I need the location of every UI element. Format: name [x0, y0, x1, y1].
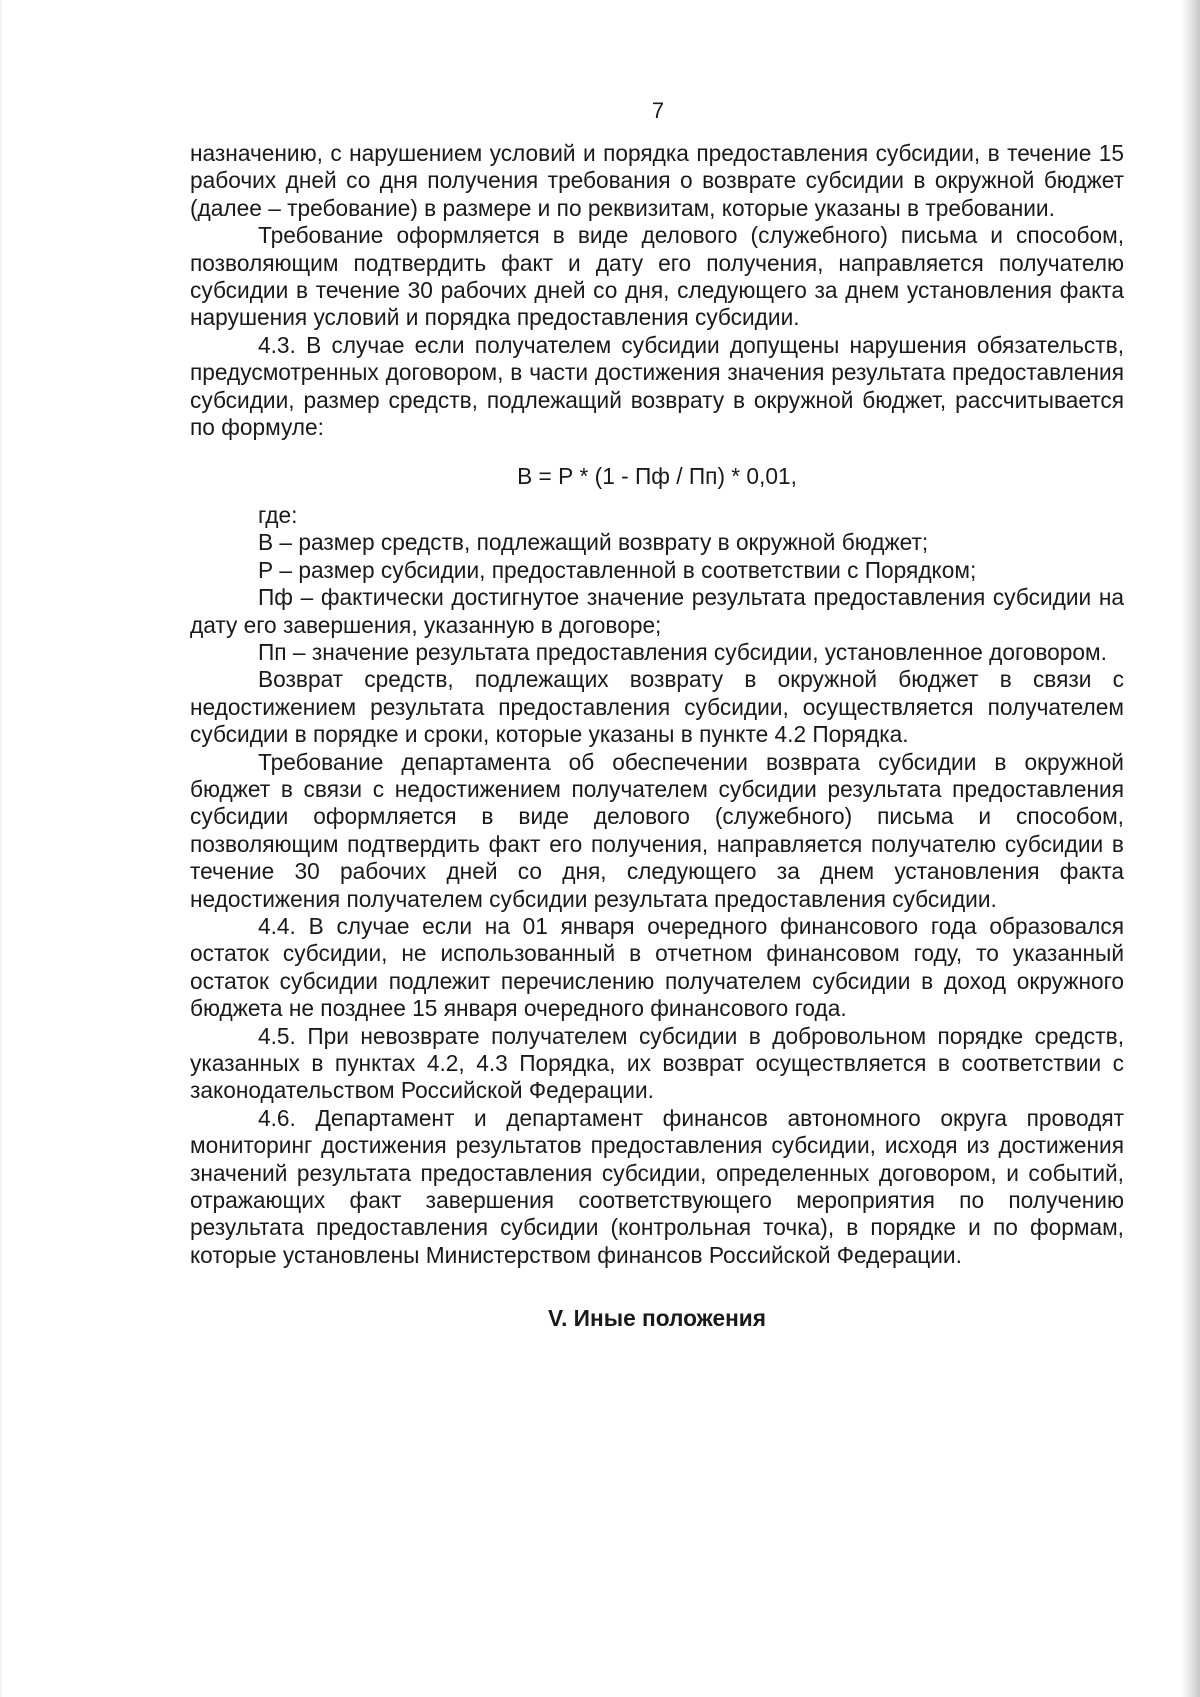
paragraph-4-5: 4.5. При невозврате получателем субсидии в добровольном порядке средств, указанных в пунктах 4.2, 4.3 Порядка, их возврат осуществляется в соответствии с законодательством Российской Федерации.: [190, 1022, 1124, 1104]
paragraph-continuation: назначению, с нарушением условий и порядка предоставления субсидии, в течение 15 рабочих дней со дня получения требования о возврате субсидии в окружной бюджет (далее – требование) в размере и по реквизитам, которые указаны в требовании.: [190, 140, 1124, 221]
definition-r: Р – размер субсидии, предоставленной в соответствии с Порядком;: [258, 556, 977, 583]
definition-pf: Пф – фактически достигнутое значение результата предоставления субсидии на дату его завершения, указанную в договоре;: [190, 584, 1124, 638]
paragraph-4-6: 4.6. Департамент и департамент финансов автономного округа проводят мониторинг достижения результатов предоставления субсидии, исходя из достижения значений результата предоставления субсидии, определенных договором, и событий, отражающих факт завершения соответствующего мероприятия по получению результата предоставления субсидии (контрольная точка), в порядке и по формам, которые установлены Министерством финансов Российской Федерации.: [190, 1104, 1124, 1268]
document-body: [190, 140, 1124, 1333]
scan-right-edge-shadow: [1180, 0, 1200, 1697]
paragraph-refund: Возврат средств, подлежащих возврату в окружной бюджет в связи с недостижением результата предоставления субсидии, осуществляется получателем субсидии в порядке и сроки, которые указаны в пункте 4.2 Порядка.: [190, 666, 1124, 748]
formula-where: где:: [258, 501, 298, 528]
paragraph-4-4: 4.4. В случае если на 01 января очередного финансового года образовался остаток субсидии, не использованный в отчетном финансовом году, то указанный остаток субсидии подлежит перечислению получателем субсидии в доход окружного бюджета не позднее 15 января очередного финансового года.: [190, 912, 1124, 1022]
section-heading-text: V. Иные положения: [548, 1305, 766, 1332]
page-number: 7: [651, 98, 665, 123]
section-heading: [190, 1305, 1124, 1332]
paragraph-requirement: Требование оформляется в виде делового (служебного) письма и способом, позволяющим подтвердить факт и дату его получения, направляется получателю субсидии в течение 30 рабочих дней со дня, следующего за днем установления факта нарушения условий и порядка предоставления субсидии.: [190, 222, 1124, 331]
definition-b: В – размер средств, подлежащий возврату в окружной бюджет;: [258, 529, 929, 556]
paragraph-department-requirement: Требование департамента об обеспечении возврата субсидии в окружной бюджет в связи с недостижением получателем субсидии результата предоставления субсидии оформляется в виде делового (служебного) письма и способом, позволяющим подтвердить факт его получения, направляется получателю субсидии в течение 30 рабочих дней со дня, следующего за днем установления факта недостижения получателем субсидии результата предоставления субсидии.: [190, 748, 1124, 912]
paragraph-4-3: 4.3. В случае если получателем субсидии допущены нарушения обязательств, предусмотренных договором, в части достижения значения результата предоставления субсидии, размер средств, подлежащий возврату в окружной бюджет, рассчитывается по формуле:: [190, 331, 1124, 441]
formula: В = Р * (1 - Пф / Пп) * 0,01,: [517, 463, 797, 490]
scan-left-edge: [0, 0, 2, 1697]
definition-pp: Пп – значение результата предоставления субсидии, установленное договором.: [258, 638, 1107, 665]
